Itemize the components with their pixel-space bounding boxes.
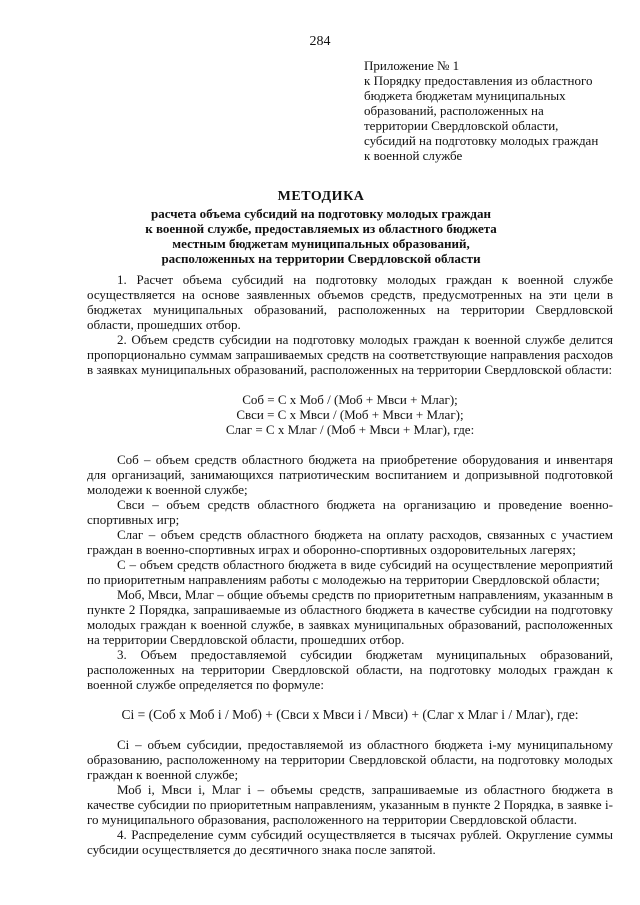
- annex-line: субсидий на подготовку молодых граждан: [364, 133, 599, 148]
- title-line: к военной службе, предоставляемых из областного бюджета: [145, 221, 497, 236]
- page-number: 284: [309, 34, 331, 49]
- definition-sob: Соб – объем средств областного бюджета на приобретение оборудования и инвентаря для организаций, занимающихся патриотическим воспитанием и допризывной подготовкой молодежи к военной службе;: [87, 452, 613, 497]
- formula-ci: Ci = (Соб х Моб i / Моб) + (Свси х Мвси i / Мвси) + (Слаг х Млаг i / Млаг), где:: [121, 707, 579, 722]
- formula-slag: Слаг = С х Млаг / (Моб + Мвси + Млаг), где:: [225, 422, 475, 437]
- paragraph-3: 3. Объем предоставляемой субсидии бюджетам муниципальных образований, расположенных на территории Свердловской области, на подготовку молодых граждан к военной службе определяется по формуле:: [87, 647, 613, 692]
- definition-ci: Ci – объем субсидии, предоставляемой из областного бюджета i-му муниципальному образованию, расположенному на территории Свердловской области, на подготовку молодых граждан к военной службе;: [87, 737, 613, 782]
- definition-slag: Слаг – объем средств областного бюджета на оплату расходов, связанных с участием граждан в военно-спортивных играх и оборонно-спортивных оздоровительных лагерях;: [87, 527, 613, 557]
- annex-line: Приложение № 1: [364, 58, 460, 73]
- formula-sob: Соб = С х Моб / (Моб + Мвси + Млаг);: [242, 392, 458, 407]
- annex-line: территории Свердловской области,: [364, 118, 559, 133]
- paragraph-1: 1. Расчет объема субсидий на подготовку молодых граждан к военной службе осуществляется на основе заявленных объемов средств, предусмотренных на эти цели в бюджетах муниципальных образований, расположенных на территории Свердловской области, прошедших отбор.: [87, 272, 613, 332]
- document-title: [90, 188, 552, 266]
- annex-line: к Порядку предоставления из областного: [364, 73, 593, 88]
- annex-line: к военной службе: [364, 148, 463, 163]
- annex-line: образований, расположенных на: [364, 103, 544, 118]
- definition-svsi: Свси – объем средств областного бюджета на организацию и проведение военно-спортивных игр;: [87, 497, 613, 527]
- definition-m: Моб, Мвси, Млаг – общие объемы средств по приоритетным направлениям, указанным в пункте 2 Порядка, запрашиваемые из областного бюджета в качестве субсидии на подготовку молодых граждан к военной службе, в заявках муниципальных образований, расположенных на территории Свердловской области, прошедших отбор.: [87, 587, 613, 647]
- title-line: расположенных на территории Свердловской области: [161, 251, 481, 266]
- formula-svsi: Свси = С х Мвси / (Моб + Мвси + Млаг);: [236, 407, 464, 422]
- annex-header: [364, 58, 614, 163]
- paragraph-4: 4. Распределение сумм субсидий осуществляется в тысячах рублей. Округление суммы субсидии осуществляется до десятичного знака после запятой.: [87, 827, 613, 857]
- paragraph-2: 2. Объем средств субсидии на подготовку молодых граждан к военной службе делится пропорционально суммам запрашиваемых средств на соответствующие направления расходов в заявках муниципальных образований, расположенных на территории Свердловской области:: [87, 332, 613, 377]
- title-line: расчета объема субсидий на подготовку молодых граждан: [150, 206, 491, 221]
- annex-line: бюджета бюджетам муниципальных: [364, 88, 566, 103]
- title-line: местным бюджетам муниципальных образований,: [172, 236, 470, 251]
- title-main: МЕТОДИКА: [277, 189, 365, 204]
- definition-mi: Моб i, Мвси i, Млаг i – объемы средств, запрашиваемые из областного бюджета в качестве субсидии по приоритетным направлениям, указанным в пункте 2 Порядка, в заявке i-го муниципального образования, расположенного на территории Свердловской области.: [87, 782, 613, 827]
- definition-c: С – объем средств областного бюджета в виде субсидий на осуществление мероприятий по приоритетным направлениям работы с молодежью на территории Свердловской области;: [87, 557, 613, 587]
- document-body: [87, 272, 613, 857]
